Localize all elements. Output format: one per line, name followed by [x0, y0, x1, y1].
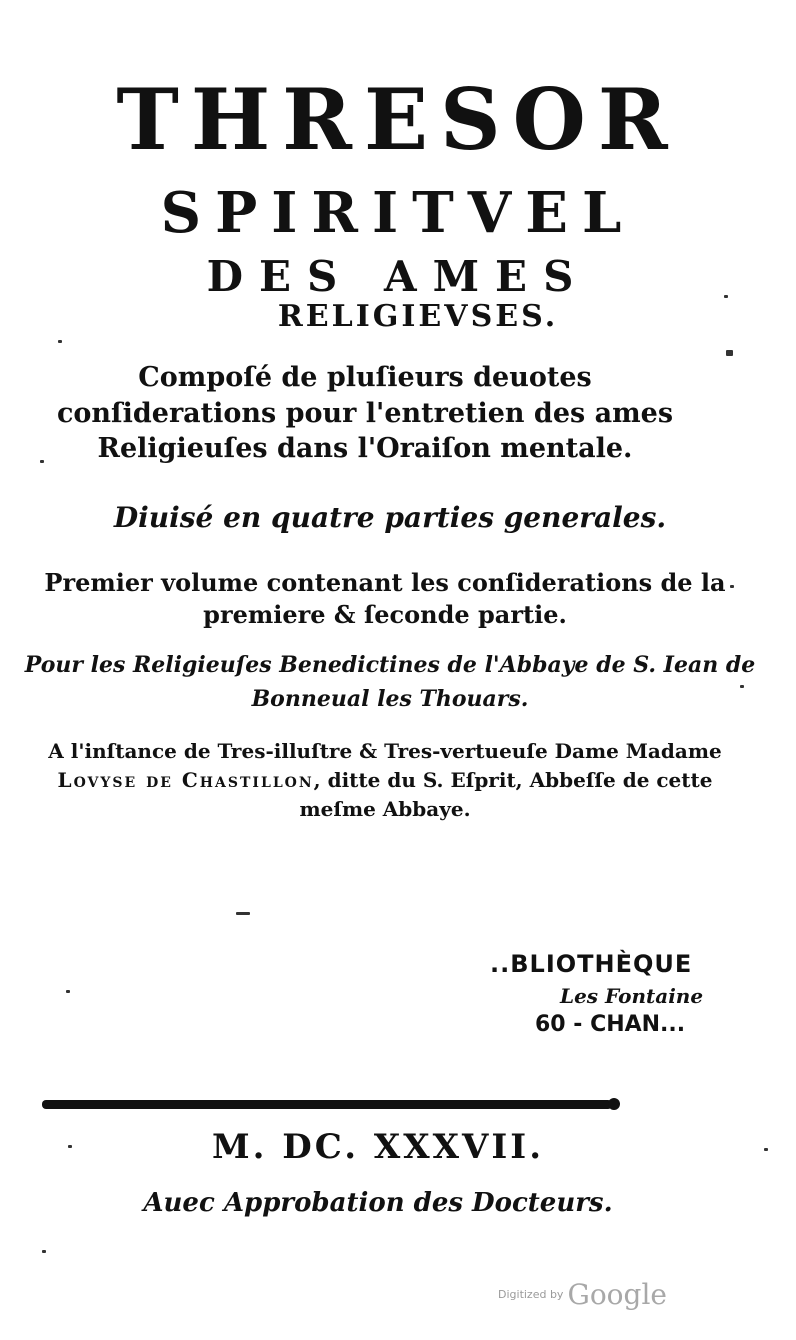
- stamp-line-1: ..BLIOTHÈQUE: [490, 950, 693, 978]
- horizontal-rule: [42, 1100, 612, 1109]
- abbess-name: Lovyse de Chastillon: [57, 768, 314, 792]
- instance-suffix: , ditte du S. Eſprit, Abbeſſe de cette meſme Abbaye.: [299, 768, 713, 821]
- speck: [68, 1145, 72, 1148]
- speck: [730, 585, 734, 588]
- approbation-line: Auec Approbation des Docteurs.: [143, 1188, 613, 1218]
- speck: [58, 340, 62, 343]
- volume-line: Premier volume contenant les conſiderations de la premiere & ſeconde partie.: [44, 568, 726, 630]
- title-line-3: DES AMES: [206, 252, 590, 301]
- speck: [740, 685, 744, 688]
- speck: [764, 1148, 768, 1151]
- stamp-line-3: 60 - CHAN...: [535, 1012, 686, 1037]
- google-logo: Google: [567, 1278, 667, 1311]
- speck: [726, 350, 733, 356]
- subtitle: Compoſé de pluſieurs deuotes conſiderations pour l'entretien des ames Religieuſes dans l'Oraiſon mentale.: [56, 362, 674, 465]
- instance-prefix: A l'inſtance de Tres-illuſtre & Tres-vertueuſe Dame Madame: [48, 739, 722, 763]
- instance-paragraph: [30, 737, 740, 824]
- stamp-line-2: Les Fontaine: [560, 984, 704, 1008]
- speck: [66, 990, 70, 993]
- dedication-line: Pour les Religieuſes Benedictines de l'Abbaye de S. Iean de Bonneual les Thouars.: [24, 652, 756, 713]
- speck: [724, 295, 728, 298]
- title-line-2: SPIRITVEL: [160, 180, 636, 246]
- speck: [236, 912, 250, 915]
- library-stamp: [490, 950, 740, 1037]
- publication-date: M. DC. XXXVII.: [211, 1127, 545, 1167]
- title-line-4: RELIGIEVSES.: [277, 299, 559, 334]
- speck: [42, 1250, 46, 1253]
- speck: [40, 460, 44, 463]
- digitized-prefix: Digitized by: [498, 1288, 564, 1301]
- division-line: Diuisé en quatre parties generales.: [113, 501, 667, 534]
- digitized-by-google: [498, 1278, 667, 1311]
- title-line-1: THRESOR: [116, 70, 680, 169]
